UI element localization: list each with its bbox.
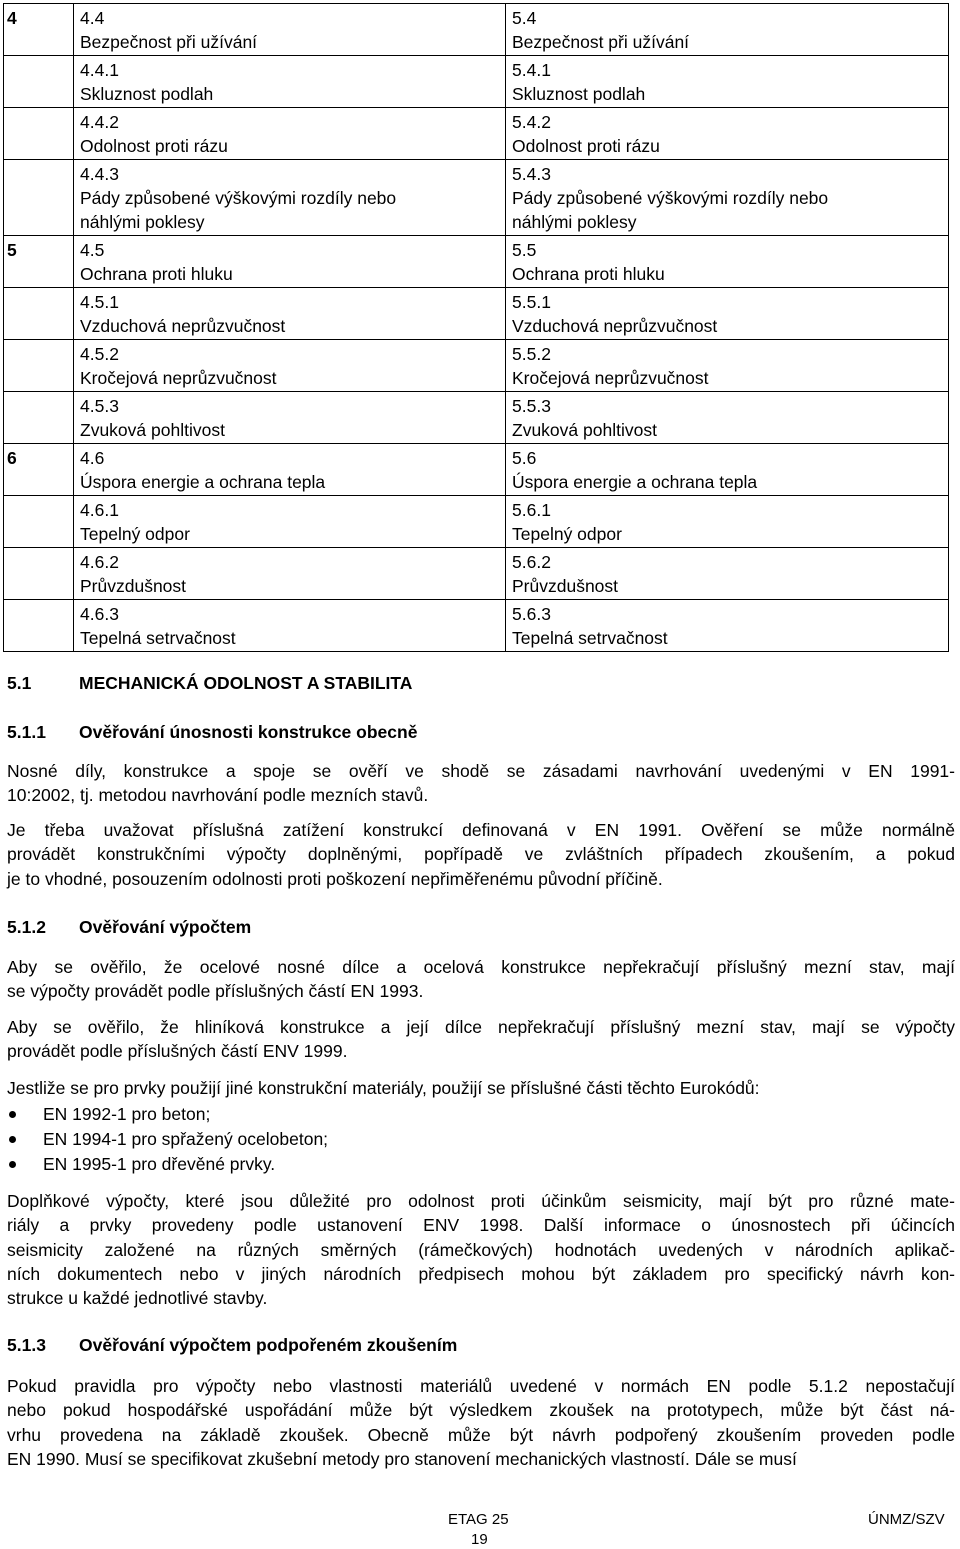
heading-number: 5.1.2 <box>7 917 46 937</box>
clause-title: Ochrana proti hluku <box>512 264 665 284</box>
bullet-icon <box>9 1161 16 1168</box>
text-line: seismicity založené na různých směrných (rámečkových) hodnotách uvedených v národních aplikač- <box>7 1239 955 1260</box>
list-item: EN 1994-1 pro spřažený ocelobeton; <box>7 1127 328 1152</box>
clause-title: Zvuková pohltivost <box>80 420 225 440</box>
clause-number: 4.4.2 <box>80 112 119 132</box>
list-item: EN 1995-1 pro dřevěné prvky. <box>7 1152 328 1177</box>
requirement-cell <box>74 496 506 548</box>
clause-number: 4.5 <box>80 240 105 260</box>
clause-title: Tepelná setrvačnost <box>80 628 236 648</box>
requirement-cell <box>74 108 506 160</box>
requirement-cell <box>74 392 506 444</box>
list-item: EN 1992-1 pro beton; <box>7 1102 328 1127</box>
text-line: Jestliže se pro prvky použijí jiné konstrukční materiály, použijí se příslušné části těchto Eurokódů: <box>7 1078 760 1098</box>
chapter-number <box>4 288 74 340</box>
heading-number: 5.1 <box>7 673 32 693</box>
bullet-icon <box>9 1136 16 1143</box>
paragraph-7 <box>7 1374 955 1471</box>
clause-number: 4.4.1 <box>80 60 119 80</box>
chapter-number: 4 <box>4 4 74 56</box>
paragraph-2 <box>7 818 955 891</box>
clause-number: 5.4.3 <box>512 164 551 184</box>
table-row <box>4 340 949 392</box>
heading-title: Ověřování výpočtem <box>79 917 252 937</box>
clause-number: 5.5.1 <box>512 292 551 312</box>
paragraph-6 <box>7 1189 955 1310</box>
clause-title: Úspora energie a ochrana tepla <box>512 472 758 492</box>
clause-title: Zvuková pohltivost <box>512 420 657 440</box>
clause-title: Kročejová neprůzvučnost <box>80 368 277 388</box>
clause-number: 4.6.1 <box>80 500 119 520</box>
text-line: ních dokumentech nebo v jiných národních předpisech mohou být základem pro specifický návrh kon- <box>7 1263 955 1284</box>
chapter-number <box>4 392 74 444</box>
table-row <box>4 288 949 340</box>
chapter-number: 6 <box>4 444 74 496</box>
clause-title: Vzduchová neprůzvučnost <box>512 316 718 336</box>
clause-title: náhlými poklesy <box>512 212 637 232</box>
table-row <box>4 160 949 236</box>
clause-title: Tepelný odpor <box>512 524 622 544</box>
table-row <box>4 56 949 108</box>
text-line: Je třeba uvažovat příslušná zatížení konstrukcí definovaná v EN 1991. Ověření se může normálně <box>7 820 955 840</box>
chapter-number: 5 <box>4 236 74 288</box>
text-line: 10:2002, tj. metodou navrhování podle mezních stavů. <box>7 785 429 806</box>
paragraph-4 <box>7 1015 955 1064</box>
verification-cell <box>506 160 949 236</box>
clause-number: 4.6 <box>80 448 105 468</box>
clause-title: Pády způsobené výškovými rozdíly nebo <box>80 188 397 208</box>
requirement-cell <box>74 444 506 496</box>
clause-number: 4.5.2 <box>80 344 119 364</box>
text-line: nebo pokud hospodářské uspořádání může být výsledkem zkoušek na prototypech, může být část ná- <box>7 1400 955 1421</box>
clause-title: Skluznost podlah <box>80 84 214 104</box>
text-line: provádět podle příslušných částí ENV 1999. <box>7 1041 348 1062</box>
clause-title: Bezpečnost při užívání <box>80 32 258 52</box>
chapter-number <box>4 548 74 600</box>
clause-title: Skluznost podlah <box>512 84 646 104</box>
verification-cell <box>506 108 949 160</box>
chapter-number <box>4 56 74 108</box>
requirement-cell <box>74 288 506 340</box>
verification-cell <box>506 548 949 600</box>
clause-title: Odolnost proti rázu <box>80 136 228 156</box>
requirement-cell <box>74 340 506 392</box>
requirement-cell <box>74 4 506 56</box>
clause-number: 5.4 <box>512 8 537 28</box>
table-row <box>4 548 949 600</box>
chapter-number <box>4 600 74 652</box>
clause-title: Vzduchová neprůzvučnost <box>80 316 286 336</box>
verification-cell <box>506 340 949 392</box>
clause-title: Bezpečnost při užívání <box>512 32 690 52</box>
clause-title: Průvzdušnost <box>80 576 187 596</box>
clause-number: 5.5.2 <box>512 344 551 364</box>
footer-page-number: 19 <box>471 1531 488 1548</box>
requirement-cell <box>74 600 506 652</box>
clause-number: 5.6 <box>512 448 537 468</box>
requirement-cell <box>74 160 506 236</box>
clause-title: Ochrana proti hluku <box>80 264 233 284</box>
requirement-cell <box>74 236 506 288</box>
clause-number: 5.6.2 <box>512 552 551 572</box>
requirement-cell <box>74 548 506 600</box>
clause-number: 4.4.3 <box>80 164 119 184</box>
clause-title: Tepelná setrvačnost <box>512 628 668 648</box>
chapter-number <box>4 340 74 392</box>
text-line: Nosné díly, konstrukce a spoje se ověří ve shodě se zásadami navrhování uvedenými v EN 1991- <box>7 761 955 781</box>
text-line: Aby se ověřilo, že hliníková konstrukce a její dílce nepřekračují příslušný mezní stav, mají se výpočty <box>7 1017 955 1037</box>
clause-title: Pády způsobené výškovými rozdíly nebo <box>512 188 829 208</box>
text-line: Pokud pravidla pro výpočty nebo vlastnosti materiálů uvedené v normách EN podle 5.1.2 nepostačují <box>7 1376 955 1396</box>
clause-number: 4.5.3 <box>80 396 119 416</box>
heading-title: MECHANICKÁ ODOLNOST A STABILITA <box>79 673 413 693</box>
clause-title: Odolnost proti rázu <box>512 136 660 156</box>
clause-number: 5.5.3 <box>512 396 551 416</box>
clause-title: Kročejová neprůzvučnost <box>512 368 709 388</box>
clause-title: Tepelný odpor <box>80 524 190 544</box>
verification-cell <box>506 444 949 496</box>
table-row <box>4 444 949 496</box>
text-line: EN 1990. Musí se specifikovat zkušební metody pro stanovení mechanických vlastností. Dále se musí <box>7 1448 797 1469</box>
table-row <box>4 4 949 56</box>
clause-number: 4.6.3 <box>80 604 119 624</box>
paragraph-1 <box>7 759 955 808</box>
paragraph-5 <box>7 1076 760 1100</box>
table-row <box>4 236 949 288</box>
text-line: Aby se ověřilo, že ocelové nosné dílce a ocelová konstrukce nepřekračují příslušný mezní stav, mají <box>7 957 955 977</box>
clause-title: Úspora energie a ochrana tepla <box>80 472 326 492</box>
text-line: se výpočty provádět podle příslušných částí EN 1993. <box>7 981 424 1002</box>
text-line: strukce u každé jednotlivé stavby. <box>7 1288 268 1309</box>
chapter-number <box>4 108 74 160</box>
heading-5-1-3 <box>7 1335 457 1356</box>
heading-5-1-1 <box>7 722 417 743</box>
bullet-icon <box>9 1111 16 1118</box>
text-line: provádět konstrukčními výpočty doplněnými, popřípadě ve zvláštních případech zkoušením, a pokud <box>7 844 955 865</box>
heading-number: 5.1.3 <box>7 1335 46 1355</box>
clause-number: 4.6.2 <box>80 552 119 572</box>
table-row <box>4 108 949 160</box>
text-line: je to vhodné, posouzením odolnosti proti poškození nepřiměřenému původní příčině. <box>7 868 663 889</box>
clause-number: 5.4.2 <box>512 112 551 132</box>
clause-title: náhlými poklesy <box>80 212 205 232</box>
clause-number: 4.4 <box>80 8 105 28</box>
verification-cell <box>506 288 949 340</box>
heading-5-1-2 <box>7 917 251 938</box>
heading-number: 5.1.1 <box>7 722 46 742</box>
clause-number: 5.4.1 <box>512 60 551 80</box>
heading-title: Ověřování únosnosti konstrukce obecně <box>79 722 418 742</box>
chapter-number <box>4 496 74 548</box>
heading-5-1 <box>7 673 412 694</box>
table-row <box>4 392 949 444</box>
clause-number: 5.6.3 <box>512 604 551 624</box>
table-row <box>4 496 949 548</box>
mapping-table <box>3 3 949 652</box>
clause-title: Průvzdušnost <box>512 576 619 596</box>
bullet-list <box>7 1102 328 1177</box>
footer-doc-id: ETAG 25 <box>448 1511 509 1528</box>
text-line: vrhu provedena na základě zkoušek. Obecně může být návrh podpořený zkoušením proveden podle <box>7 1424 955 1445</box>
verification-cell <box>506 56 949 108</box>
chapter-number <box>4 160 74 236</box>
clause-number: 5.6.1 <box>512 500 551 520</box>
clause-number: 4.5.1 <box>80 292 119 312</box>
verification-cell <box>506 496 949 548</box>
table-row <box>4 600 949 652</box>
verification-cell <box>506 236 949 288</box>
text-line: Doplňkové výpočty, které jsou důležité pro odolnost proti účinkům seismicity, mají být pro různé mate- <box>7 1191 955 1211</box>
footer-organization: ÚNMZ/SZV <box>868 1511 945 1528</box>
paragraph-3 <box>7 955 955 1004</box>
requirement-cell <box>74 56 506 108</box>
verification-cell <box>506 392 949 444</box>
verification-cell <box>506 600 949 652</box>
clause-number: 5.5 <box>512 240 537 260</box>
text-line: riály a prvky provedeny podle ustanovení ENV 1998. Další informace o únosnostech při účincích <box>7 1215 955 1236</box>
verification-cell <box>506 4 949 56</box>
heading-title: Ověřování výpočtem podpořeném zkoušením <box>79 1335 458 1355</box>
